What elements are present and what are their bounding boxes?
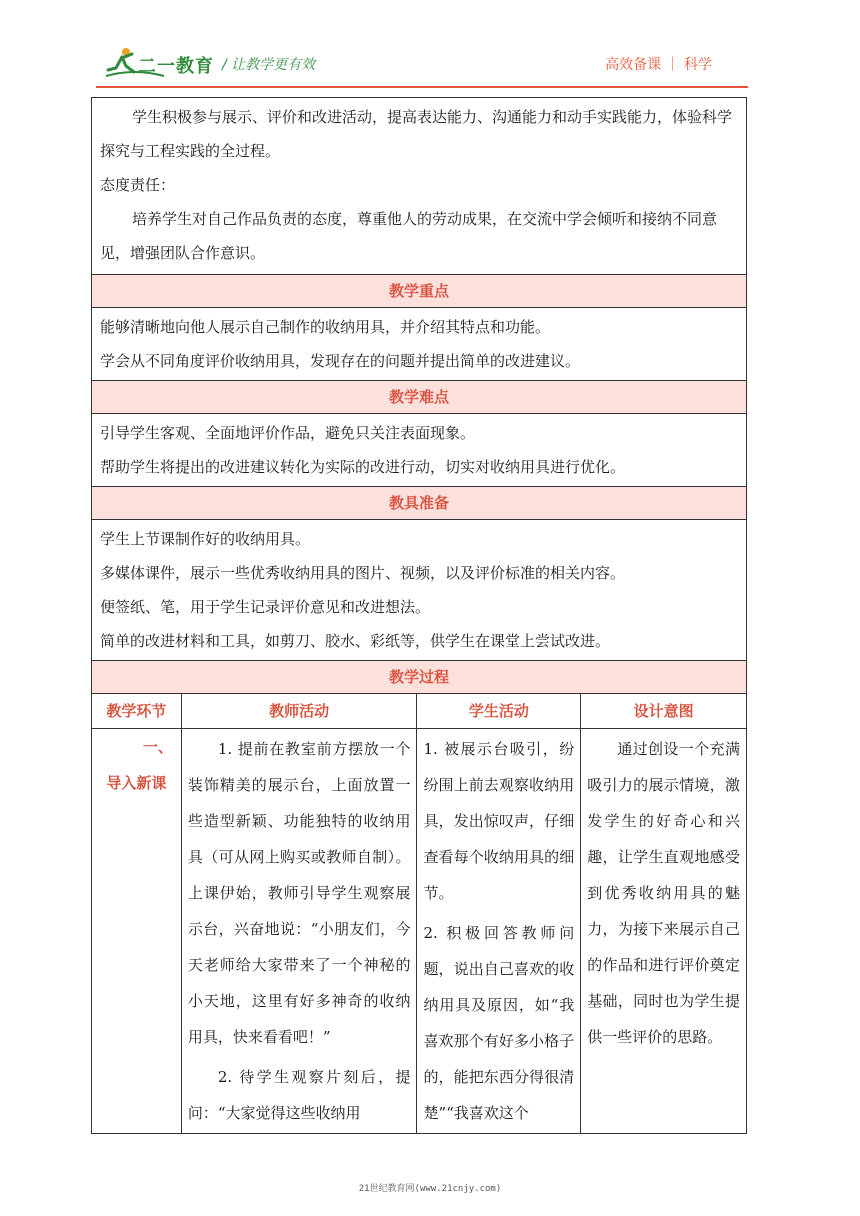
section-title-process: 教学过程 [92,661,747,694]
difficulty-item: 引导学生客观、全面地评价作品，避免只关注表面现象。 [100,424,476,442]
header-divider [96,86,748,88]
difficulty-item: 帮助学生将提出的改进建议转化为实际的改进行动，切实对收纳用具进行优化。 [100,458,626,476]
column-header-teacher: 教师活动 [181,694,417,729]
design-intent-cell [581,729,747,1134]
attitude-heading: 态度责任： [100,176,176,194]
section-title-materials: 教具准备 [92,487,747,520]
material-item: 便签纸、笔，用于学生记录评价意见和改进想法。 [100,598,431,616]
column-header-intent: 设计意图 [581,694,747,729]
header-subject-tag: 高效备课 ｜ 科学 [605,57,712,73]
teacher-activity-step: 2. 待学生观察片刻后，提问：“大家觉得这些收纳用 [187,1068,411,1122]
teacher-activity-cell [181,729,417,1134]
material-item: 简单的改进材料和工具，如剪刀、胶水、彩纸等，供学生在课堂上尝试改进。 [100,632,611,650]
slogan: / 让教学更有效 [222,57,316,73]
section-title-key-points: 教学重点 [92,275,747,308]
objective-paragraph: 学生积极参与展示、评价和改进活动，提高表达能力、沟通能力和动手实践能力，体验科学探究与工程实践的全过程。 [100,108,733,160]
column-header-stage: 教学环节 [92,694,182,729]
student-activity-cell [417,729,581,1134]
material-item: 学生上节课制作好的收纳用具。 [100,530,311,548]
key-point-item: 能够清晰地向他人展示自己制作的收纳用具，并介绍其特点和功能。 [100,318,551,336]
student-activity-step: 1. 被展示台吸引，纷纷围上前去观察收纳用具，发出惊叹声，仔细查看每个收纳用具的细节。 [423,740,575,902]
logo-text: 二一教育 [138,56,214,77]
page-header [0,0,860,90]
process-column-headers [92,694,747,729]
attitude-paragraph: 培养学生对自己作品负责的态度，尊重他人的劳动成果，在交流中学会倾听和接纳不同意见，增强团队合作意识。 [100,210,718,262]
lesson-plan-table [91,97,747,1134]
stage-name: 导入新课 [106,774,167,792]
process-row-intro [92,729,747,1134]
student-activity-step: 2. 积极回答教师问题，说出自己喜欢的收纳用具及原因，如“我喜欢那个有好多小格子的，能把东西分得很清楚”“我喜欢这个 [423,924,575,1122]
objectives-continued-row [92,98,747,275]
column-header-student: 学生活动 [417,694,581,729]
design-intent-text: 通过创设一个充满吸引力的展示情境，激发学生的好奇心和兴趣，让学生直观地感受到优秀收纳用具的魅力，为接下来展示自己的作品和进行评价奠定基础，同时也为学生提供一些评价的思路。 [587,740,740,1046]
material-item: 多媒体课件，展示一些优秀收纳用具的图片、视频，以及评价标准的相关内容。 [100,564,626,582]
stage-cell [92,729,182,1134]
stage-number: 一、 [142,738,173,756]
page-footer: 21世纪教育网(www.21cnjy.com) [358,1184,502,1194]
key-point-item: 学会从不同角度评价收纳用具，发现存在的问题并提出简单的改进建议。 [100,352,581,370]
teacher-activity-step: 1. 提前在教室前方摆放一个装饰精美的展示台，上面放置一些造型新颖、功能独特的收纳用具（可从网上购买或教师自制）。上课伊始，教师引导学生观察展示台，兴奋地说：“小朋友们，今天老师给大家带来了一个神秘的小天地，这里有好多神奇的收纳用具，快来看看吧！” [187,740,411,1046]
section-title-difficulties: 教学难点 [92,381,747,414]
